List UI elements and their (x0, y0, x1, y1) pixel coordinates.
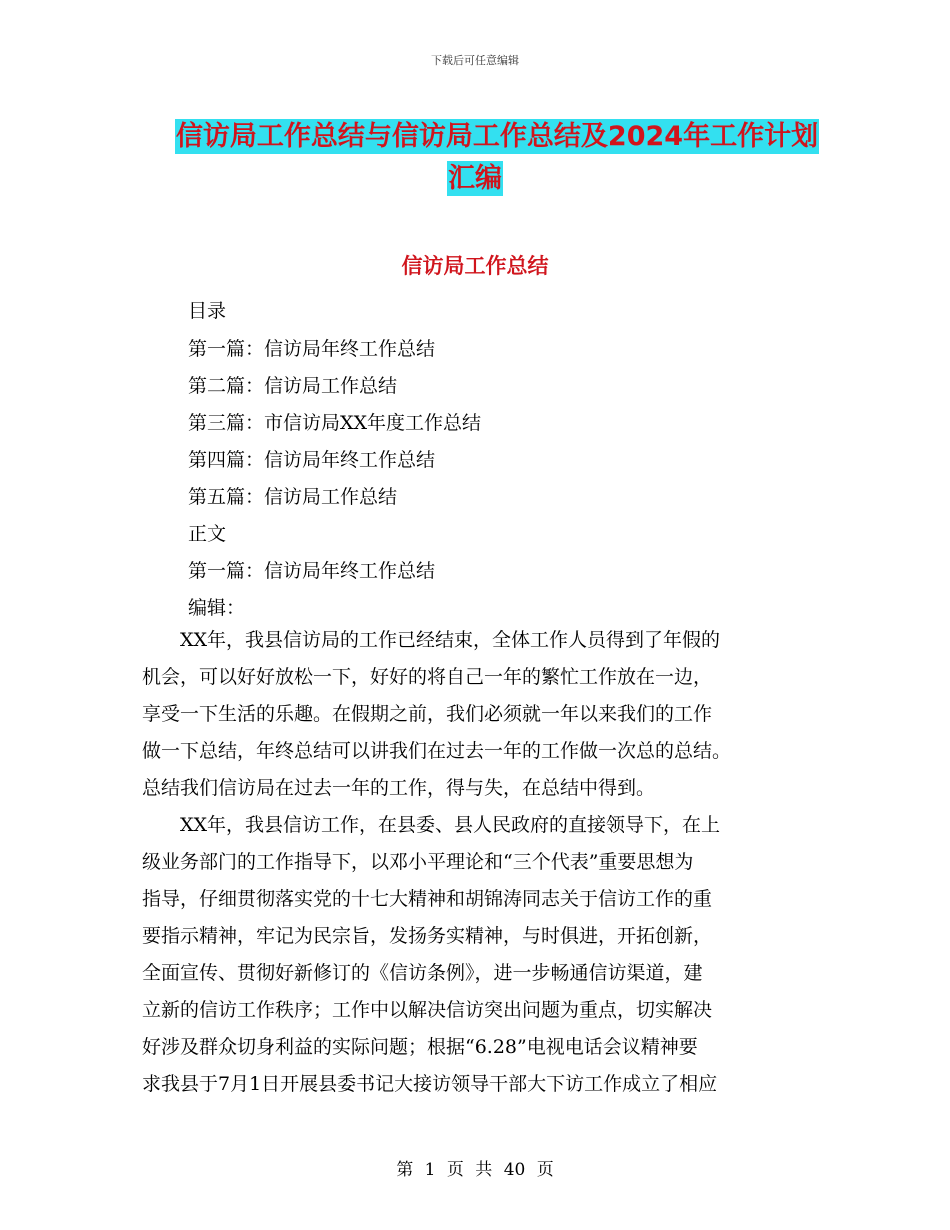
document-title-line-2 (0, 156, 950, 195)
editor-label: 编辑： (188, 597, 246, 619)
paragraph-1 (142, 622, 812, 807)
page-footer: 第 1 页 共 40 页 (396, 1160, 554, 1180)
paragraph-line: 指导，仔细贯彻落实党的十七大精神和胡锦涛同志关于信访工作的重 (142, 888, 713, 910)
paragraph-line: 做一下总结，年终总结可以讲我们在过去一年的工作做一次总的总结。 (142, 740, 732, 762)
title-line-1-text: 信访局工作总结与信访局工作总结及2024年工作计划 (175, 121, 819, 152)
toc-item-4: 第四篇：信访局年终工作总结 (188, 449, 436, 471)
paragraph-line: 级业务部门的工作指导下，以邓小平理论和“三个代表”重要思想为 (142, 851, 694, 873)
title-line-2-text: 汇编 (448, 163, 502, 194)
body-heading: 正文 (188, 523, 227, 545)
page-header: 下载后可任意编辑 (431, 54, 519, 67)
paragraph-line: 总结我们信访局在过去一年的工作，得与失，在总结中得到。 (142, 777, 656, 799)
toc-heading: 目录 (188, 300, 227, 322)
paragraph-line: 好涉及群众切身利益的实际问题；根据“6.28”电视电话会议精神要 (142, 1036, 698, 1058)
section-title: 信访局工作总结 (401, 254, 549, 278)
paragraph-line: 机会，可以好好放松一下，好好的将自己一年的繁忙工作放在一边， (142, 666, 713, 688)
paragraph-line: XX年，我县信访工作，在县委、县人民政府的直接领导下，在上 (142, 814, 721, 836)
chapter-title: 第一篇：信访局年终工作总结 (188, 560, 436, 582)
paragraph-line: 全面宣传、贯彻好新修订的《信访条例》，进一步畅通信访渠道，建 (142, 962, 703, 984)
document-title-line-1 (22, 114, 950, 153)
paragraph-line: 立新的信访工作秩序；工作中以解决信访突出问题为重点，切实解决 (142, 999, 713, 1021)
paragraph-2 (142, 807, 812, 1103)
paragraph-line: 求我县于7月1日开展县委书记大接访领导干部大下访工作成立了相应 (142, 1073, 718, 1095)
toc-item-1: 第一篇：信访局年终工作总结 (188, 338, 436, 360)
toc-item-3: 第三篇：市信访局XX年度工作总结 (188, 412, 482, 434)
paragraph-line: XX年，我县信访局的工作已经结束，全体工作人员得到了年假的 (142, 629, 721, 651)
paragraph-line: 要指示精神，牢记为民宗旨，发扬务实精神，与时俱进，开拓创新， (142, 925, 713, 947)
toc-item-5: 第五篇：信访局工作总结 (188, 486, 398, 508)
paragraph-line: 享受一下生活的乐趣。在假期之前，我们必须就一年以来我们的工作 (142, 703, 713, 725)
toc-item-2: 第二篇：信访局工作总结 (188, 375, 398, 397)
